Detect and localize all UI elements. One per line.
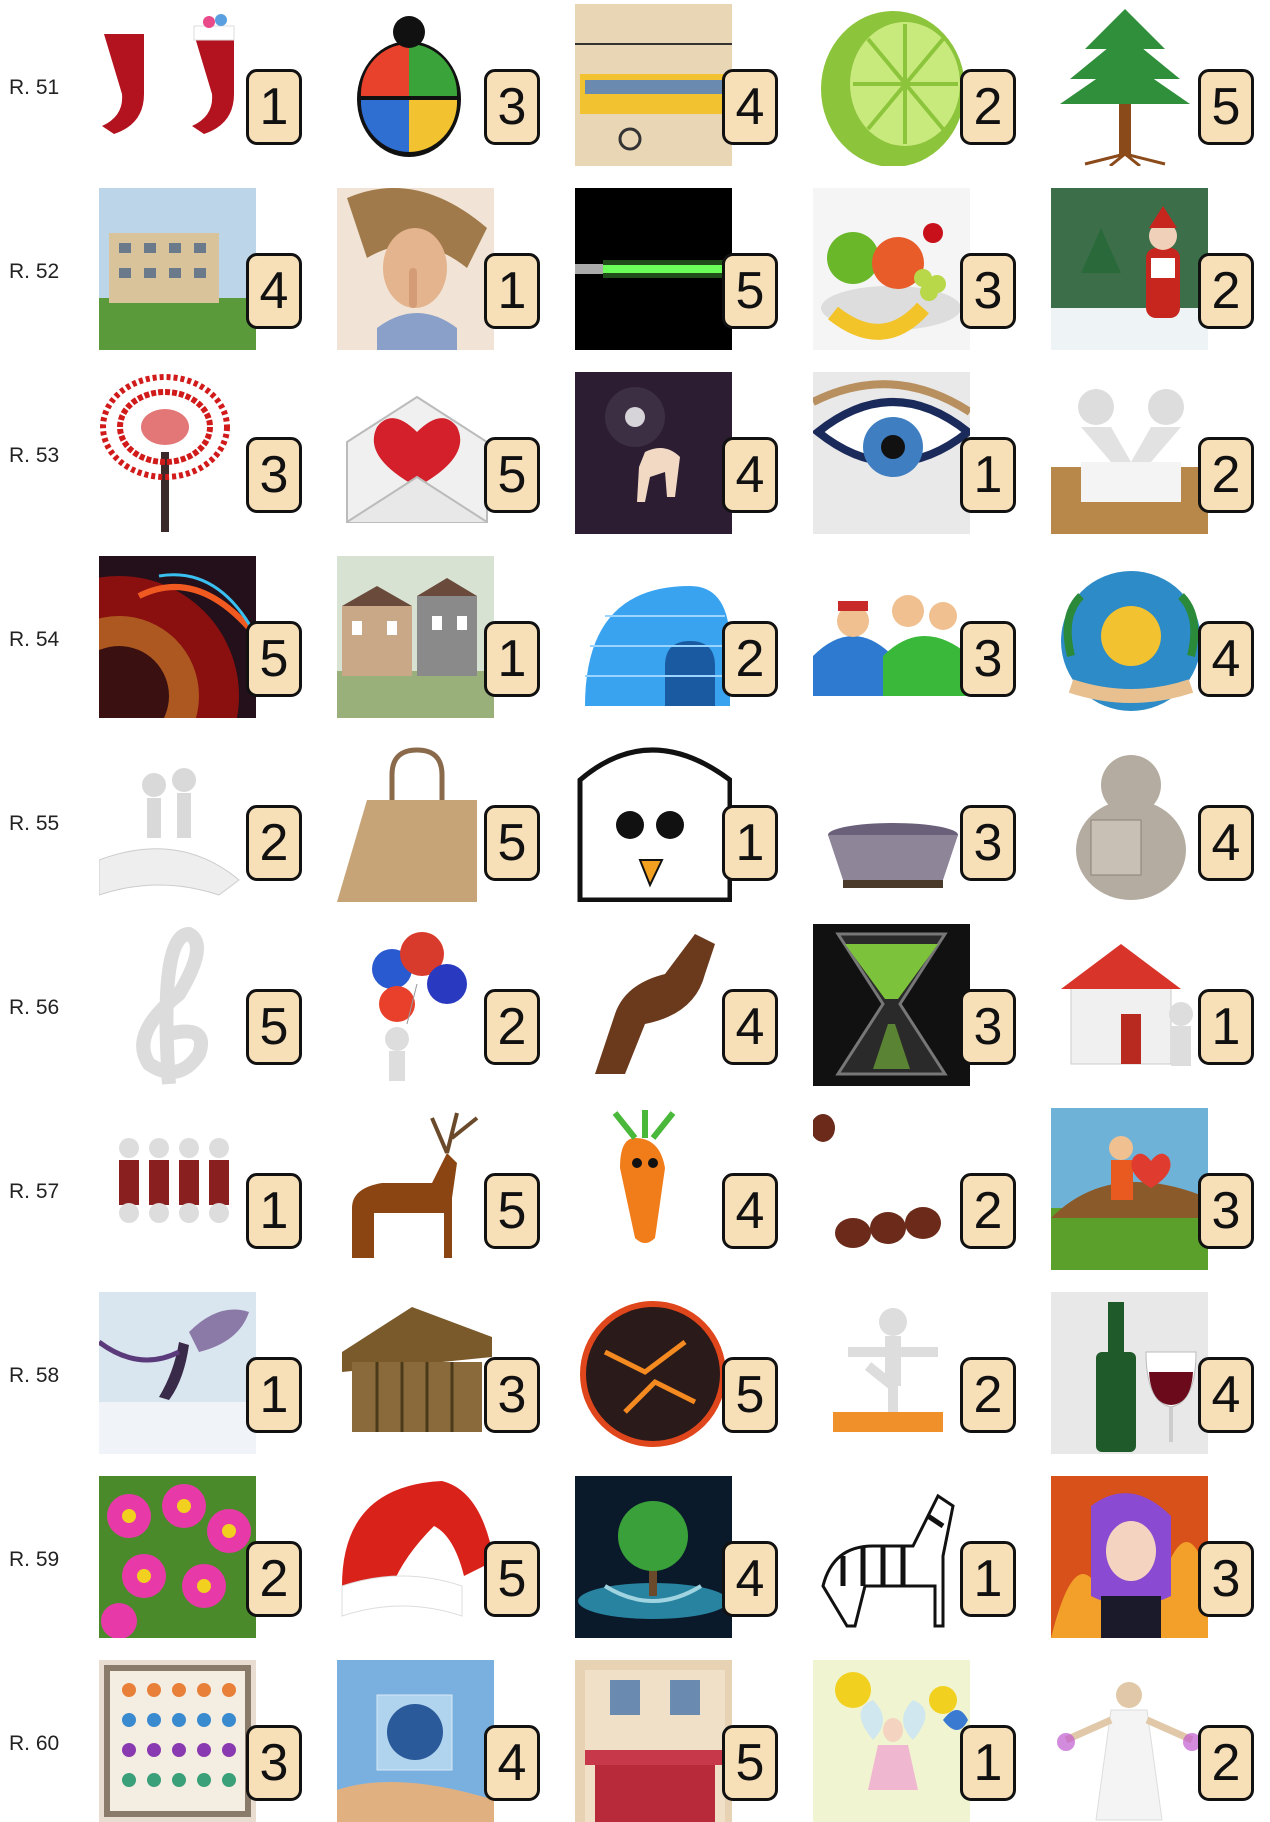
number-badge: 3	[960, 253, 1016, 329]
owl-face-icon	[575, 740, 732, 902]
picture-card	[575, 1476, 780, 1638]
number-badge: 2	[484, 989, 540, 1065]
number-badge: 3	[1198, 1173, 1254, 1249]
picture-card	[575, 188, 780, 350]
number-badge: 5	[722, 253, 778, 329]
house-delivery-icon	[1051, 924, 1208, 1086]
picture-card	[1051, 740, 1256, 902]
woman-shush-icon	[337, 188, 494, 350]
number-badge: 1	[484, 621, 540, 697]
number-badge: 2	[246, 1541, 302, 1617]
number-badge: 2	[722, 621, 778, 697]
picture-card	[575, 1660, 780, 1822]
number-badge: 3	[1198, 1541, 1254, 1617]
balloons-figure-icon	[337, 924, 494, 1086]
number-badge: 5	[484, 1541, 540, 1617]
row-label: R. 55	[9, 812, 60, 835]
windows-ladybug-icon	[337, 4, 494, 166]
lightsaber-icon	[575, 188, 732, 350]
igloo-icon	[575, 556, 732, 718]
picture-card	[337, 1292, 542, 1454]
number-badge: 3	[484, 1357, 540, 1433]
number-badge: 5	[722, 1725, 778, 1801]
picture-card	[813, 740, 1018, 902]
shop-front-icon	[575, 1660, 732, 1822]
lava-planet-icon	[575, 1292, 732, 1454]
walking-carrot-icon	[575, 1108, 732, 1270]
picture-card	[337, 1476, 542, 1638]
picture-card	[337, 924, 542, 1086]
number-badge: 1	[960, 1541, 1016, 1617]
row-label: R. 51	[9, 76, 60, 99]
yellow-tram-icon	[575, 4, 732, 166]
picture-card	[337, 556, 542, 718]
number-badge: 4	[1198, 621, 1254, 697]
picture-card	[1051, 924, 1256, 1086]
row-label: R. 53	[9, 444, 60, 467]
picture-card	[337, 1108, 542, 1270]
glowing-tree-icon	[575, 1476, 732, 1638]
apartment-building-icon	[99, 188, 256, 350]
picture-card	[99, 4, 304, 166]
flower-fairy-icon	[813, 1660, 970, 1822]
row-label: R. 59	[9, 1548, 60, 1571]
picture-card	[99, 188, 304, 350]
picture-card	[813, 1476, 1018, 1638]
number-badge: 4	[1198, 805, 1254, 881]
picture-card	[575, 4, 780, 166]
picture-card	[1051, 4, 1256, 166]
hourglass-icon	[813, 924, 970, 1086]
number-badge: 2	[246, 805, 302, 881]
goddess-figure-icon	[1051, 1660, 1208, 1822]
picture-card	[1051, 372, 1256, 534]
fairy-silhouette-icon	[99, 1292, 256, 1454]
yoga-figure-icon	[813, 1292, 970, 1454]
picture-card	[99, 1660, 304, 1822]
picture-card	[813, 1660, 1018, 1822]
picture-card	[575, 372, 780, 534]
number-badge: 3	[960, 805, 1016, 881]
number-badge: 5	[722, 1357, 778, 1433]
number-badge: 4	[246, 253, 302, 329]
picture-card	[99, 1108, 304, 1270]
picture-card	[337, 4, 542, 166]
picture-card	[1051, 1660, 1256, 1822]
number-badge: 4	[722, 69, 778, 145]
picture-card	[1051, 1476, 1256, 1638]
handshake-on-hand-icon	[99, 740, 256, 902]
number-badge: 4	[722, 1173, 778, 1249]
number-badge: 1	[960, 437, 1016, 513]
picture-card	[813, 924, 1018, 1086]
picture-card	[813, 188, 1018, 350]
number-badge: 4	[484, 1725, 540, 1801]
fruit-bowl-icon	[813, 188, 970, 350]
row-label: R. 56	[9, 996, 60, 1019]
number-badge: 5	[484, 1173, 540, 1249]
picture-card	[337, 740, 542, 902]
santa-hat-icon	[337, 1476, 494, 1638]
number-badge: 3	[246, 1725, 302, 1801]
wooden-shed-icon	[337, 1292, 494, 1454]
number-badge: 5	[484, 437, 540, 513]
rearing-horse-icon	[575, 924, 732, 1086]
picture-card	[99, 924, 304, 1086]
number-badge: 4	[1198, 1357, 1254, 1433]
picture-card	[99, 556, 304, 718]
picture-card	[99, 1476, 304, 1638]
picture-card	[337, 1660, 542, 1822]
picture-card	[1051, 556, 1256, 718]
chestnuts-icon	[813, 1108, 970, 1270]
picture-card	[575, 924, 780, 1086]
red-tree-icon	[99, 372, 256, 534]
business-handshake-icon	[1051, 372, 1208, 534]
number-badge: 2	[1198, 1725, 1254, 1801]
roulette-wheel-icon	[99, 556, 256, 718]
number-badge: 1	[960, 1725, 1016, 1801]
number-badge: 1	[246, 69, 302, 145]
row-label: R. 60	[9, 1732, 60, 1755]
unicorn-night-icon	[575, 372, 732, 534]
number-badge: 1	[246, 1357, 302, 1433]
number-badge: 4	[722, 437, 778, 513]
row-label: R. 58	[9, 1364, 60, 1387]
picture-card	[575, 1292, 780, 1454]
picture-card	[575, 556, 780, 718]
number-badge: 2	[960, 1173, 1016, 1249]
row-label: R. 57	[9, 1180, 60, 1203]
number-badge: 1	[722, 805, 778, 881]
lime-slice-icon	[813, 4, 970, 166]
row-label: R. 52	[9, 260, 60, 283]
picture-card	[575, 740, 780, 902]
paper-bag-icon	[337, 740, 494, 902]
number-badge: 2	[960, 1357, 1016, 1433]
painted-eye-icon	[813, 372, 970, 534]
picture-card	[813, 1292, 1018, 1454]
number-badge: 2	[1198, 437, 1254, 513]
picture-card	[813, 4, 1018, 166]
number-badge: 1	[484, 253, 540, 329]
number-badge: 1	[1198, 989, 1254, 1065]
globe-in-hand-icon	[337, 1660, 494, 1822]
number-badge: 3	[484, 69, 540, 145]
pink-daisies-icon	[99, 1476, 256, 1638]
deer-icon	[337, 1108, 494, 1270]
pine-tree-roots-icon	[1051, 4, 1208, 166]
picture-card	[1051, 188, 1256, 350]
number-badge: 2	[1198, 253, 1254, 329]
number-badge: 2	[960, 69, 1016, 145]
picture-card	[99, 740, 304, 902]
number-badge: 4	[722, 989, 778, 1065]
picture-card	[337, 188, 542, 350]
number-badge: 1	[246, 1173, 302, 1249]
stone-bear-icon	[1051, 740, 1208, 902]
number-badge: 5	[246, 621, 302, 697]
bumper-cars-icon	[813, 556, 970, 718]
picture-card	[1051, 1108, 1256, 1270]
townhouses-icon	[337, 556, 494, 718]
butterfly-collection-icon	[99, 1660, 256, 1822]
anime-girl-fire-icon	[1051, 1476, 1208, 1638]
christmas-stockings-icon	[99, 4, 256, 166]
santa-winter-icon	[1051, 188, 1208, 350]
running-heart-gift-icon	[1051, 1108, 1208, 1270]
picture-card	[1051, 1292, 1256, 1454]
zebra-icon	[813, 1476, 970, 1638]
row-label: R. 54	[9, 628, 60, 651]
picture-card	[337, 372, 542, 534]
wine-bottle-glass-icon	[1051, 1292, 1208, 1454]
figures-group-icon	[99, 1108, 256, 1270]
picture-card	[99, 372, 304, 534]
number-badge: 3	[960, 989, 1016, 1065]
picture-card	[813, 372, 1018, 534]
picture-card	[813, 556, 1018, 718]
treble-clef-icon	[99, 924, 256, 1086]
number-badge: 5	[246, 989, 302, 1065]
number-badge: 3	[246, 437, 302, 513]
number-badge: 5	[1198, 69, 1254, 145]
palm-hammock-icon	[1051, 556, 1208, 718]
heart-envelope-icon	[337, 372, 494, 534]
flower-pot-icon	[813, 740, 970, 902]
picture-card	[99, 1292, 304, 1454]
number-badge: 5	[484, 805, 540, 881]
picture-card	[575, 1108, 780, 1270]
picture-card	[813, 1108, 1018, 1270]
number-badge: 3	[960, 621, 1016, 697]
number-badge: 4	[722, 1541, 778, 1617]
